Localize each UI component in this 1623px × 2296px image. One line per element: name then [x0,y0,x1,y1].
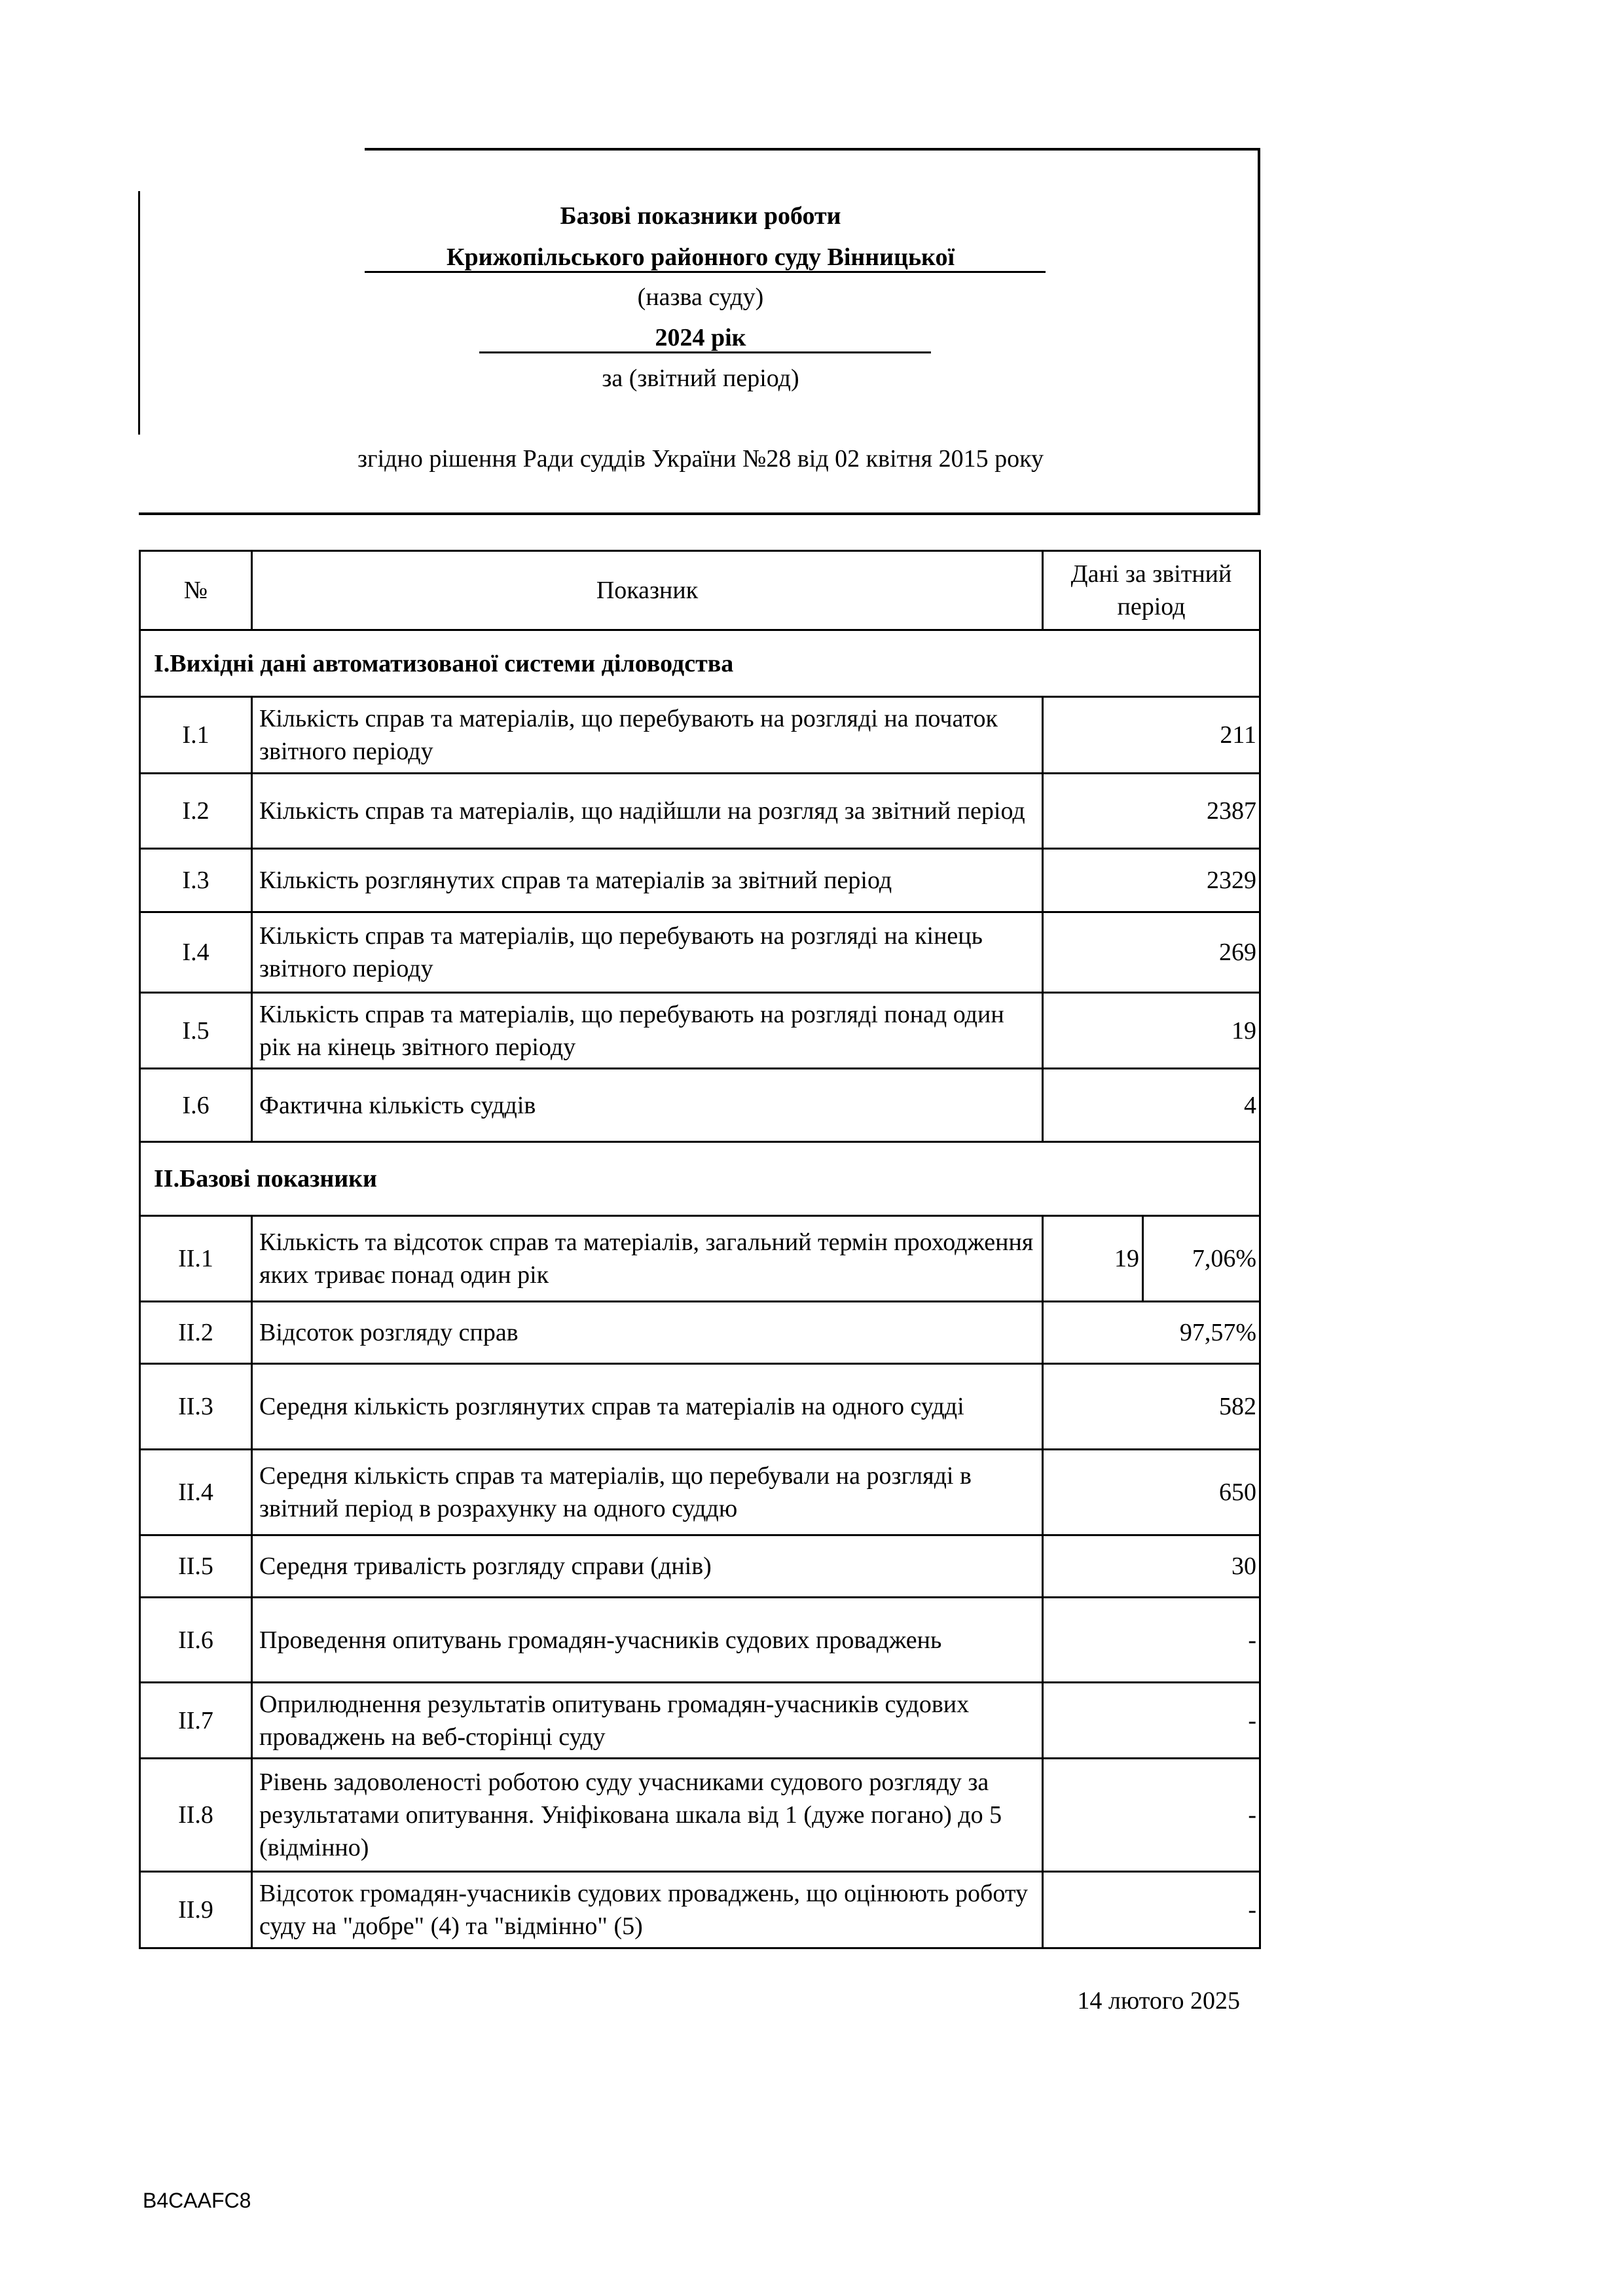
header-indicator: Показник [252,551,1043,630]
row-num: І.4 [140,912,252,993]
section-row [140,1142,1260,1216]
row-label: Середня кількість справ та матеріалів, що перебували на розгляді в звітний період в розрахунку на одного суддю [252,1450,1043,1535]
header-value: Дані за звітний період [1043,551,1260,630]
table-row [140,774,1260,849]
row-num: ІІ.3 [140,1364,252,1450]
row-label: Проведення опитувань громадян-учасників судових проваджень [252,1598,1043,1683]
row-value: 2387 [1043,774,1260,849]
table-row [140,697,1260,774]
row-num: ІІ.9 [140,1872,252,1948]
decision-reference: згідно рішення Ради суддів України №28 від 02 квітня 2015 року [357,445,1044,473]
court-name-caption: (назва суду) [637,283,764,311]
row-num: ІІ.1 [140,1216,252,1302]
table-row [140,1364,1260,1450]
table-row [140,1216,1260,1302]
row-value: 582 [1043,1364,1260,1450]
row-value: - [1043,1683,1260,1759]
section-title-2: ІІ.Базові показники [140,1142,1260,1216]
table-row [140,849,1260,912]
row-value: 269 [1043,912,1260,993]
row-label: Оприлюднення результатів опитувань громадян-учасників судових проваджень на веб-сторінці суду [252,1683,1043,1759]
row-num: ІІ.4 [140,1450,252,1535]
row-value: - [1043,1872,1260,1948]
row-label: Кількість справ та матеріалів, що перебувають на розгляді понад один рік на кінець звітного періоду [252,993,1043,1069]
row-label: Середня кількість розглянутих справ та матеріалів на одного судді [252,1364,1043,1450]
row-value: 30 [1043,1535,1260,1598]
row-value: 4 [1043,1069,1260,1142]
row-num: ІІ.8 [140,1759,252,1872]
table-row [140,1759,1260,1872]
report-period: 2024 рік [655,324,746,351]
row-num: ІІ.2 [140,1302,252,1364]
table-row [140,993,1260,1069]
header-frame-left [138,191,140,435]
row-percent: 7,06% [1143,1216,1260,1302]
table-row [140,1450,1260,1535]
report-title: Базові показники роботи [560,202,841,230]
table-header-row [140,551,1260,630]
row-value: 97,57% [1043,1302,1260,1364]
section-row [140,630,1260,697]
row-value: 2329 [1043,849,1260,912]
table-row [140,1069,1260,1142]
row-num: І.1 [140,697,252,774]
report-date: 14 лютого 2025 [1077,1987,1240,2015]
row-num: І.5 [140,993,252,1069]
row-num: І.6 [140,1069,252,1142]
row-label: Відсоток громадян-учасників судових проваджень, що оцінюють роботу суду на "добре" (4) та "відмінно" (5) [252,1872,1043,1948]
row-value: - [1043,1598,1260,1683]
document-code: B4CAAFC8 [143,2189,251,2212]
row-num: ІІ.5 [140,1535,252,1598]
table-row [140,1302,1260,1364]
period-caption: за (звітний період) [602,365,799,392]
row-label: Кількість розглянутих справ та матеріалів за звітний період [252,849,1043,912]
row-label: Кількість справ та матеріалів, що надійшли на розгляд за звітний період [252,774,1043,849]
section-title-1: І.Вихідні дані автоматизованої системи діловодства [140,630,1260,697]
header-frame-bottom [139,512,1260,515]
header-num: № [140,551,252,630]
row-value: 211 [1043,697,1260,774]
row-label: Рівень задоволеності роботою суду учасниками судового розгляду за результатами опитування. Уніфікована шкала від 1 (дуже погано) до 5 (відмінно) [252,1759,1043,1872]
row-label: Відсоток розгляду справ [252,1302,1043,1364]
row-value: 650 [1043,1450,1260,1535]
row-label: Фактична кількість суддів [252,1069,1043,1142]
table-row [140,1535,1260,1598]
table-row [140,1598,1260,1683]
row-count: 19 [1043,1216,1143,1302]
period-underline [479,351,931,353]
court-name-underline [365,271,1046,273]
table-row [140,1872,1260,1948]
row-num: І.2 [140,774,252,849]
row-num: ІІ.6 [140,1598,252,1683]
row-num: ІІ.7 [140,1683,252,1759]
table-row [140,1683,1260,1759]
header-frame-top [365,148,1260,151]
row-label: Кількість справ та матеріалів, що перебувають на розгляді на початок звітного періоду [252,697,1043,774]
row-label: Кількість справ та матеріалів, що перебувають на розгляді на кінець звітного періоду [252,912,1043,993]
court-name: Крижопільського районного суду Вінницької [446,243,955,271]
row-label: Середня тривалість розгляду справи (днів) [252,1535,1043,1598]
row-value: 19 [1043,993,1260,1069]
row-label: Кількість та відсоток справ та матеріалів, загальний термін проходження яких триває понад один рік [252,1216,1043,1302]
row-value: - [1043,1759,1260,1872]
row-num: І.3 [140,849,252,912]
indicators-table [139,550,1261,1949]
table-row [140,912,1260,993]
header-frame-right [1258,148,1260,514]
